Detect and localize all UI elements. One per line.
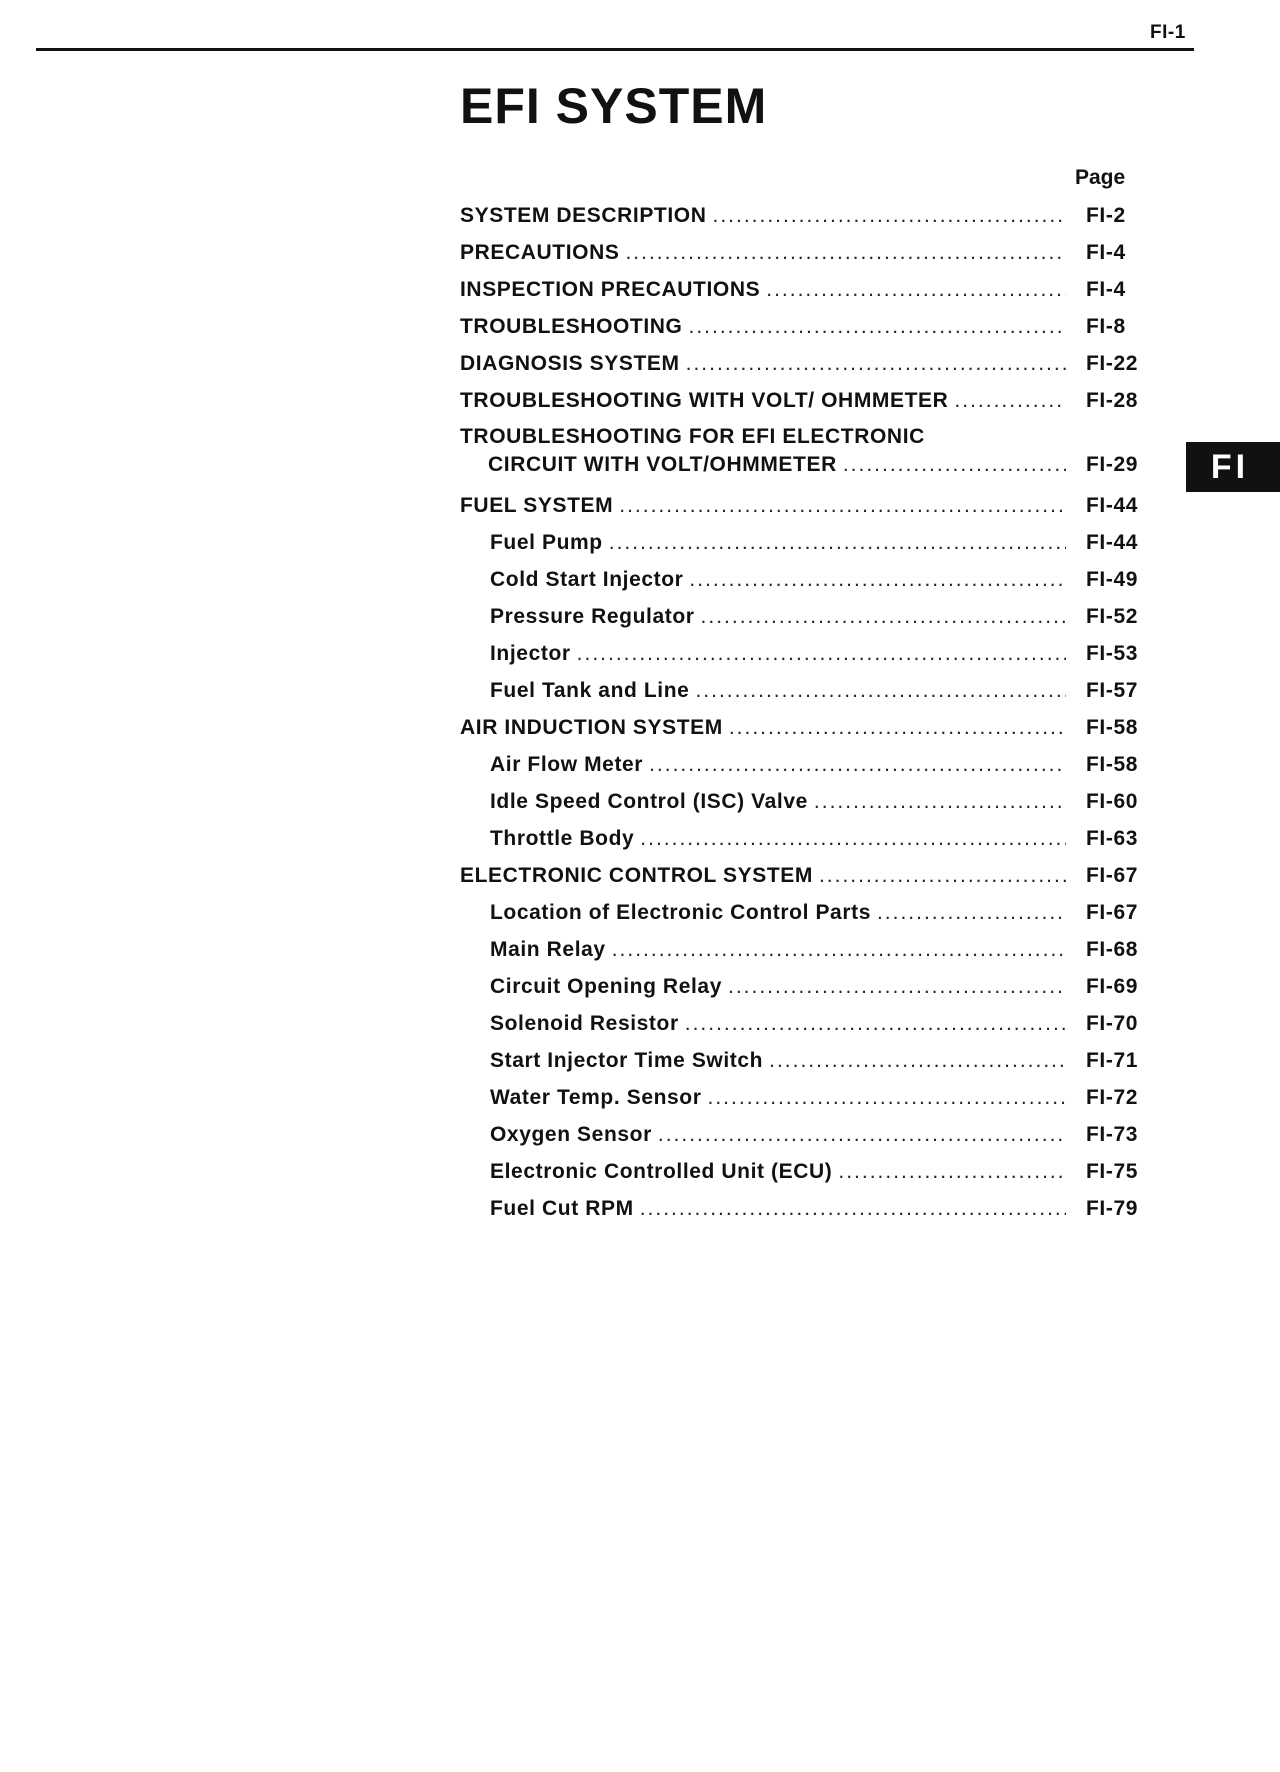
toc-entry-pressure-regulator[interactable] bbox=[460, 598, 1148, 635]
dot-leader bbox=[769, 1042, 1066, 1079]
toc-entry-page: FI-58 bbox=[1086, 716, 1139, 739]
dot-leader bbox=[577, 635, 1066, 672]
toc-entry-diagnosis-system[interactable] bbox=[460, 345, 1148, 382]
toc-entry-label: Electronic Controlled Unit (ECU) bbox=[490, 1160, 833, 1183]
toc-entry-page: FI-4 bbox=[1086, 241, 1126, 264]
dot-leader bbox=[729, 709, 1066, 746]
toc-entry-label: ELECTRONIC CONTROL SYSTEM bbox=[460, 864, 813, 887]
dot-leader bbox=[619, 487, 1066, 524]
toc-entry-page: FI-69 bbox=[1086, 975, 1139, 998]
table-of-contents bbox=[460, 197, 1148, 1227]
dot-leader bbox=[766, 271, 1066, 308]
toc-entry-label: DIAGNOSIS SYSTEM bbox=[460, 352, 680, 375]
toc-entry-inspection-precautions[interactable] bbox=[460, 271, 1148, 308]
toc-entry-oxygen-sensor[interactable] bbox=[460, 1116, 1148, 1153]
toc-entry-water-temp-sensor[interactable] bbox=[460, 1079, 1148, 1116]
toc-entry-page: FI-63 bbox=[1086, 827, 1139, 850]
toc-entry-label: PRECAUTIONS bbox=[460, 241, 620, 264]
toc-entry-page: FI-8 bbox=[1086, 315, 1126, 338]
dot-leader bbox=[838, 1153, 1066, 1190]
toc-entry-circuit-opening-relay[interactable] bbox=[460, 968, 1148, 1005]
toc-entry-label: Oxygen Sensor bbox=[490, 1123, 652, 1146]
page-number: FI-1 bbox=[1150, 22, 1186, 43]
dot-leader bbox=[877, 894, 1066, 931]
toc-entry-page: FI-67 bbox=[1086, 864, 1139, 887]
toc-entry-label: Cold Start Injector bbox=[490, 568, 684, 591]
toc-entry-troubleshooting[interactable] bbox=[460, 308, 1148, 345]
dot-leader bbox=[728, 968, 1066, 1005]
toc-entry-label: Main Relay bbox=[490, 938, 606, 961]
dot-leader bbox=[954, 382, 1066, 419]
toc-entry-throttle-body[interactable] bbox=[460, 820, 1148, 857]
dot-leader bbox=[640, 1190, 1066, 1227]
toc-entry-page: FI-75 bbox=[1086, 1160, 1139, 1183]
dot-leader bbox=[685, 1005, 1066, 1042]
toc-entry-troubleshooting-efi-circuit[interactable] bbox=[460, 419, 1148, 487]
toc-entry-page: FI-60 bbox=[1086, 790, 1139, 813]
toc-entry-label: Fuel Cut RPM bbox=[490, 1197, 634, 1220]
toc-entry-page: FI-70 bbox=[1086, 1012, 1139, 1035]
dot-leader bbox=[843, 451, 1066, 479]
toc-entry-fuel-tank-and-line[interactable] bbox=[460, 672, 1148, 709]
page-title: EFI SYSTEM bbox=[460, 78, 768, 134]
toc-entry-label: Throttle Body bbox=[490, 827, 635, 850]
toc-entry-main-relay[interactable] bbox=[460, 931, 1148, 968]
dot-leader bbox=[701, 598, 1066, 635]
toc-entry-page: FI-44 bbox=[1086, 494, 1139, 517]
toc-entry-troubleshooting-volt-ohmmeter[interactable] bbox=[460, 382, 1148, 419]
toc-entry-page: FI-79 bbox=[1086, 1197, 1139, 1220]
dot-leader bbox=[713, 197, 1067, 234]
toc-entry-idle-speed-control-valve[interactable] bbox=[460, 783, 1148, 820]
dot-leader bbox=[689, 561, 1066, 598]
toc-entry-page: FI-29 bbox=[1086, 453, 1139, 476]
toc-entry-page: FI-4 bbox=[1086, 278, 1126, 301]
toc-entry-air-induction-system[interactable] bbox=[460, 709, 1148, 746]
toc-entry-electronic-control-system[interactable] bbox=[460, 857, 1148, 894]
dot-leader bbox=[686, 345, 1066, 382]
dot-leader bbox=[649, 746, 1066, 783]
toc-entry-label: Fuel Pump bbox=[490, 531, 603, 554]
toc-entry-air-flow-meter[interactable] bbox=[460, 746, 1148, 783]
toc-entry-label: Solenoid Resistor bbox=[490, 1012, 679, 1035]
toc-entry-label: TROUBLESHOOTING WITH VOLT/ OHMMETER bbox=[460, 389, 949, 412]
toc-entry-label: Injector bbox=[490, 642, 571, 665]
toc-entry-page: FI-52 bbox=[1086, 605, 1139, 628]
toc-entry-electronic-controlled-unit[interactable] bbox=[460, 1153, 1148, 1190]
toc-entry-fuel-cut-rpm[interactable] bbox=[460, 1190, 1148, 1227]
toc-entry-precautions[interactable] bbox=[460, 234, 1148, 271]
toc-entry-label: INSPECTION PRECAUTIONS bbox=[460, 278, 761, 301]
dot-leader bbox=[819, 857, 1066, 894]
dot-leader bbox=[695, 672, 1066, 709]
dot-leader bbox=[612, 931, 1066, 968]
toc-entry-page: FI-22 bbox=[1086, 352, 1139, 375]
toc-entry-label: TROUBLESHOOTING FOR EFI ELECTRONIC bbox=[460, 425, 925, 448]
toc-entry-label: FUEL SYSTEM bbox=[460, 494, 614, 517]
toc-entry-fuel-pump[interactable] bbox=[460, 524, 1148, 561]
dot-leader bbox=[658, 1116, 1066, 1153]
toc-entry-solenoid-resistor[interactable] bbox=[460, 1005, 1148, 1042]
toc-entry-label: Water Temp. Sensor bbox=[490, 1086, 702, 1109]
toc-entry-label: Circuit Opening Relay bbox=[490, 975, 722, 998]
toc-entry-page: FI-44 bbox=[1086, 531, 1139, 554]
dot-leader bbox=[640, 820, 1066, 857]
toc-entry-page: FI-73 bbox=[1086, 1123, 1139, 1146]
toc-entry-label: TROUBLESHOOTING bbox=[460, 315, 683, 338]
toc-entry-label: Idle Speed Control (ISC) Valve bbox=[490, 790, 808, 813]
toc-entry-page: FI-68 bbox=[1086, 938, 1139, 961]
toc-entry-label: Pressure Regulator bbox=[490, 605, 695, 628]
toc-entry-page: FI-28 bbox=[1086, 389, 1139, 412]
toc-entry-label: Fuel Tank and Line bbox=[490, 679, 690, 702]
toc-entry-page: FI-58 bbox=[1086, 753, 1139, 776]
dot-leader bbox=[708, 1079, 1066, 1116]
toc-entry-label: AIR INDUCTION SYSTEM bbox=[460, 716, 723, 739]
toc-entry-cold-start-injector[interactable] bbox=[460, 561, 1148, 598]
toc-entry-page: FI-49 bbox=[1086, 568, 1139, 591]
toc-entry-page: FI-71 bbox=[1086, 1049, 1139, 1072]
toc-entry-page: FI-67 bbox=[1086, 901, 1139, 924]
page-column-label: Page bbox=[1075, 166, 1126, 189]
dot-leader bbox=[814, 783, 1066, 820]
toc-entry-location-of-electronic-control-parts[interactable] bbox=[460, 894, 1148, 931]
toc-entry-injector[interactable] bbox=[460, 635, 1148, 672]
toc-entry-start-injector-time-switch[interactable] bbox=[460, 1042, 1148, 1079]
toc-entry-label: Air Flow Meter bbox=[490, 753, 644, 776]
header-rule bbox=[36, 48, 1194, 51]
toc-entry-system-description[interactable] bbox=[460, 197, 1148, 234]
toc-entry-label: Start Injector Time Switch bbox=[490, 1049, 764, 1072]
section-tab: FI bbox=[1186, 442, 1280, 492]
dot-leader bbox=[689, 308, 1067, 345]
toc-entry-label: Location of Electronic Control Parts bbox=[490, 901, 871, 924]
toc-entry-label: SYSTEM DESCRIPTION bbox=[460, 204, 707, 227]
dot-leader bbox=[609, 524, 1066, 561]
dot-leader bbox=[625, 234, 1066, 271]
toc-entry-fuel-system[interactable] bbox=[460, 487, 1148, 524]
toc-entry-page: FI-57 bbox=[1086, 679, 1139, 702]
toc-entry-page: FI-53 bbox=[1086, 642, 1139, 665]
toc-entry-page: FI-72 bbox=[1086, 1086, 1139, 1109]
toc-entry-page: FI-2 bbox=[1086, 204, 1126, 227]
toc-entry-label-continuation: CIRCUIT WITH VOLT/OHMMETER bbox=[488, 453, 837, 476]
